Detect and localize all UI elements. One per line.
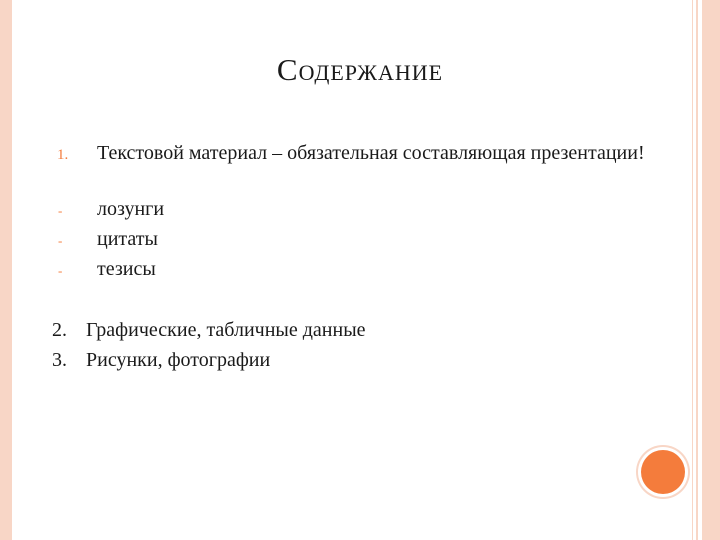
list-marker: 1.	[57, 147, 69, 163]
list-item-text: тезисы	[97, 258, 156, 280]
list-item-text: Текстовой материал – обязательная составляющая презентации!	[97, 142, 645, 164]
list-item-text: лозунги	[97, 198, 165, 220]
list-item-text: Рисунки, фотографии	[86, 349, 271, 371]
list-number: 2.	[52, 319, 67, 341]
list-marker-dash: -	[58, 203, 63, 218]
list-item-text: цитаты	[97, 228, 158, 250]
slide-title-text: Содержание	[276, 52, 444, 87]
list-marker-dash: -	[58, 233, 63, 248]
list-marker-dash: -	[58, 263, 63, 278]
list-item-text: Графические, табличные данные	[86, 319, 366, 341]
list-number: 3.	[52, 349, 67, 371]
